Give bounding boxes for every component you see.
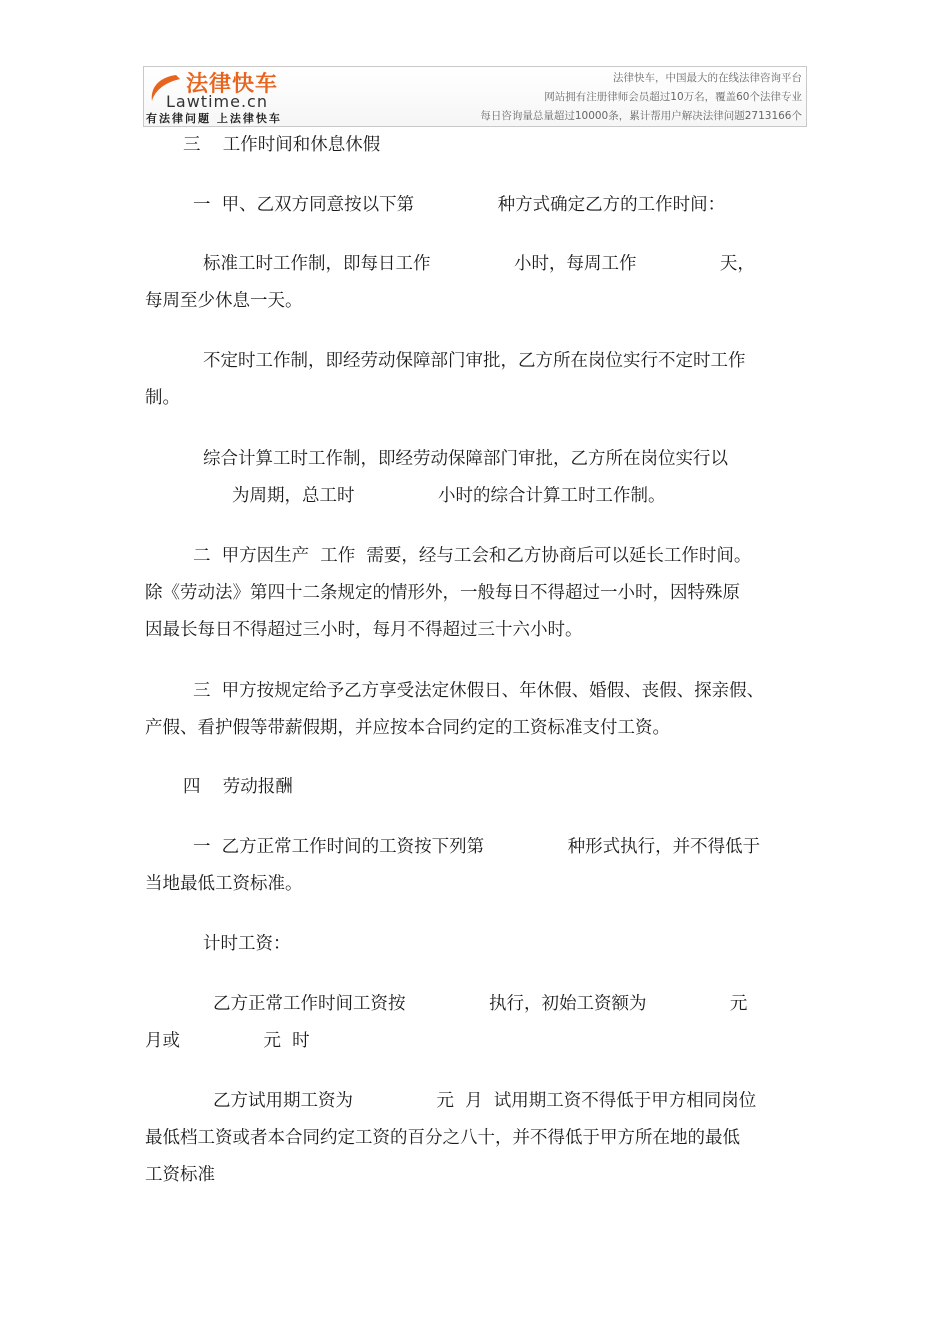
paragraph-wage-form-cont: 当地最低工资标准。 [145, 874, 303, 894]
banner-info [480, 69, 802, 126]
section-heading-three: 三 工作时间和休息休假 [183, 135, 381, 155]
logo-chinese: 法律快车 [186, 72, 279, 97]
paragraph-normal-wage-cont: 月或 元 时 [145, 1031, 310, 1051]
logo-english: Lawtime.cn [166, 92, 268, 111]
banner-line: 每日咨询量总量超过10000条，累计帮用户解决法律问题2713166个 [480, 110, 802, 122]
paragraph-standard-hours-cont: 每周至少休息一天。 [145, 291, 303, 311]
paragraph-paid-leave-cont: 产假、看护假等带薪假期，并应按本合同约定的工资标准支付工资。 [145, 718, 670, 738]
paragraph-paid-leave: 三 甲方按规定给予乙方享受法定休假日、年休假、婚假、丧假、探亲假、 [193, 681, 765, 701]
paragraph-flexible-hours: 不定时工作制，即经劳动保障部门审批，乙方所在岗位实行不定时工作 [203, 351, 746, 371]
paragraph-wage-form: 一 乙方正常工作时间的工资按下列第 种形式执行，并不得低于 [193, 837, 761, 857]
banner-line: 网站拥有注册律师会员超过10万名，覆盖60个法律专业 [544, 91, 802, 103]
logo-slogan: 有法律问题 上法律快车 [146, 112, 282, 125]
lawtime-banner [143, 66, 807, 127]
paragraph-comprehensive-hours-cont: 为周期，总工时 小时的综合计算工时工作制。 [232, 486, 666, 506]
banner-line: 法律快车，中国最大的在线法律咨询平台 [613, 72, 802, 84]
paragraph-overtime-cont2: 因最长每日不得超过三小时，每月不得超过三十六小时。 [145, 620, 583, 640]
paragraph-hourly-wage: 计时工资： [203, 934, 291, 954]
paragraph-normal-wage: 乙方正常工作时间工资按 执行，初始工资额为 元 [213, 994, 748, 1014]
section-heading-four: 四 劳动报酬 [183, 777, 293, 797]
paragraph-overtime-cont: 除《劳动法》第四十二条规定的情形外，一般每日不得超过一小时，因特殊原 [145, 583, 740, 603]
paragraph-work-hours-method: 一 甲、乙双方同意按以下第 种方式确定乙方的工作时间： [193, 195, 726, 215]
paragraph-probation-wage-cont2: 工资标准 [145, 1165, 215, 1185]
paragraph-standard-hours: 标准工时工作制，即每日工作 小时，每周工作 天， [203, 254, 755, 274]
paragraph-probation-wage-cont: 最低档工资或者本合同约定工资的百分之八十，并不得低于甲方所在地的最低 [145, 1128, 740, 1148]
paragraph-flexible-hours-cont: 制。 [145, 388, 180, 408]
paragraph-overtime: 二 甲方因生产 工作 需要，经与工会和乙方协商后可以延长工作时间。 [193, 546, 752, 566]
paragraph-probation-wage: 乙方试用期工资为 元 月 试用期工资不得低于甲方相同岗位 [213, 1091, 757, 1111]
paragraph-comprehensive-hours: 综合计算工时工作制，即经劳动保障部门审批，乙方所在岗位实行以 [203, 449, 728, 469]
